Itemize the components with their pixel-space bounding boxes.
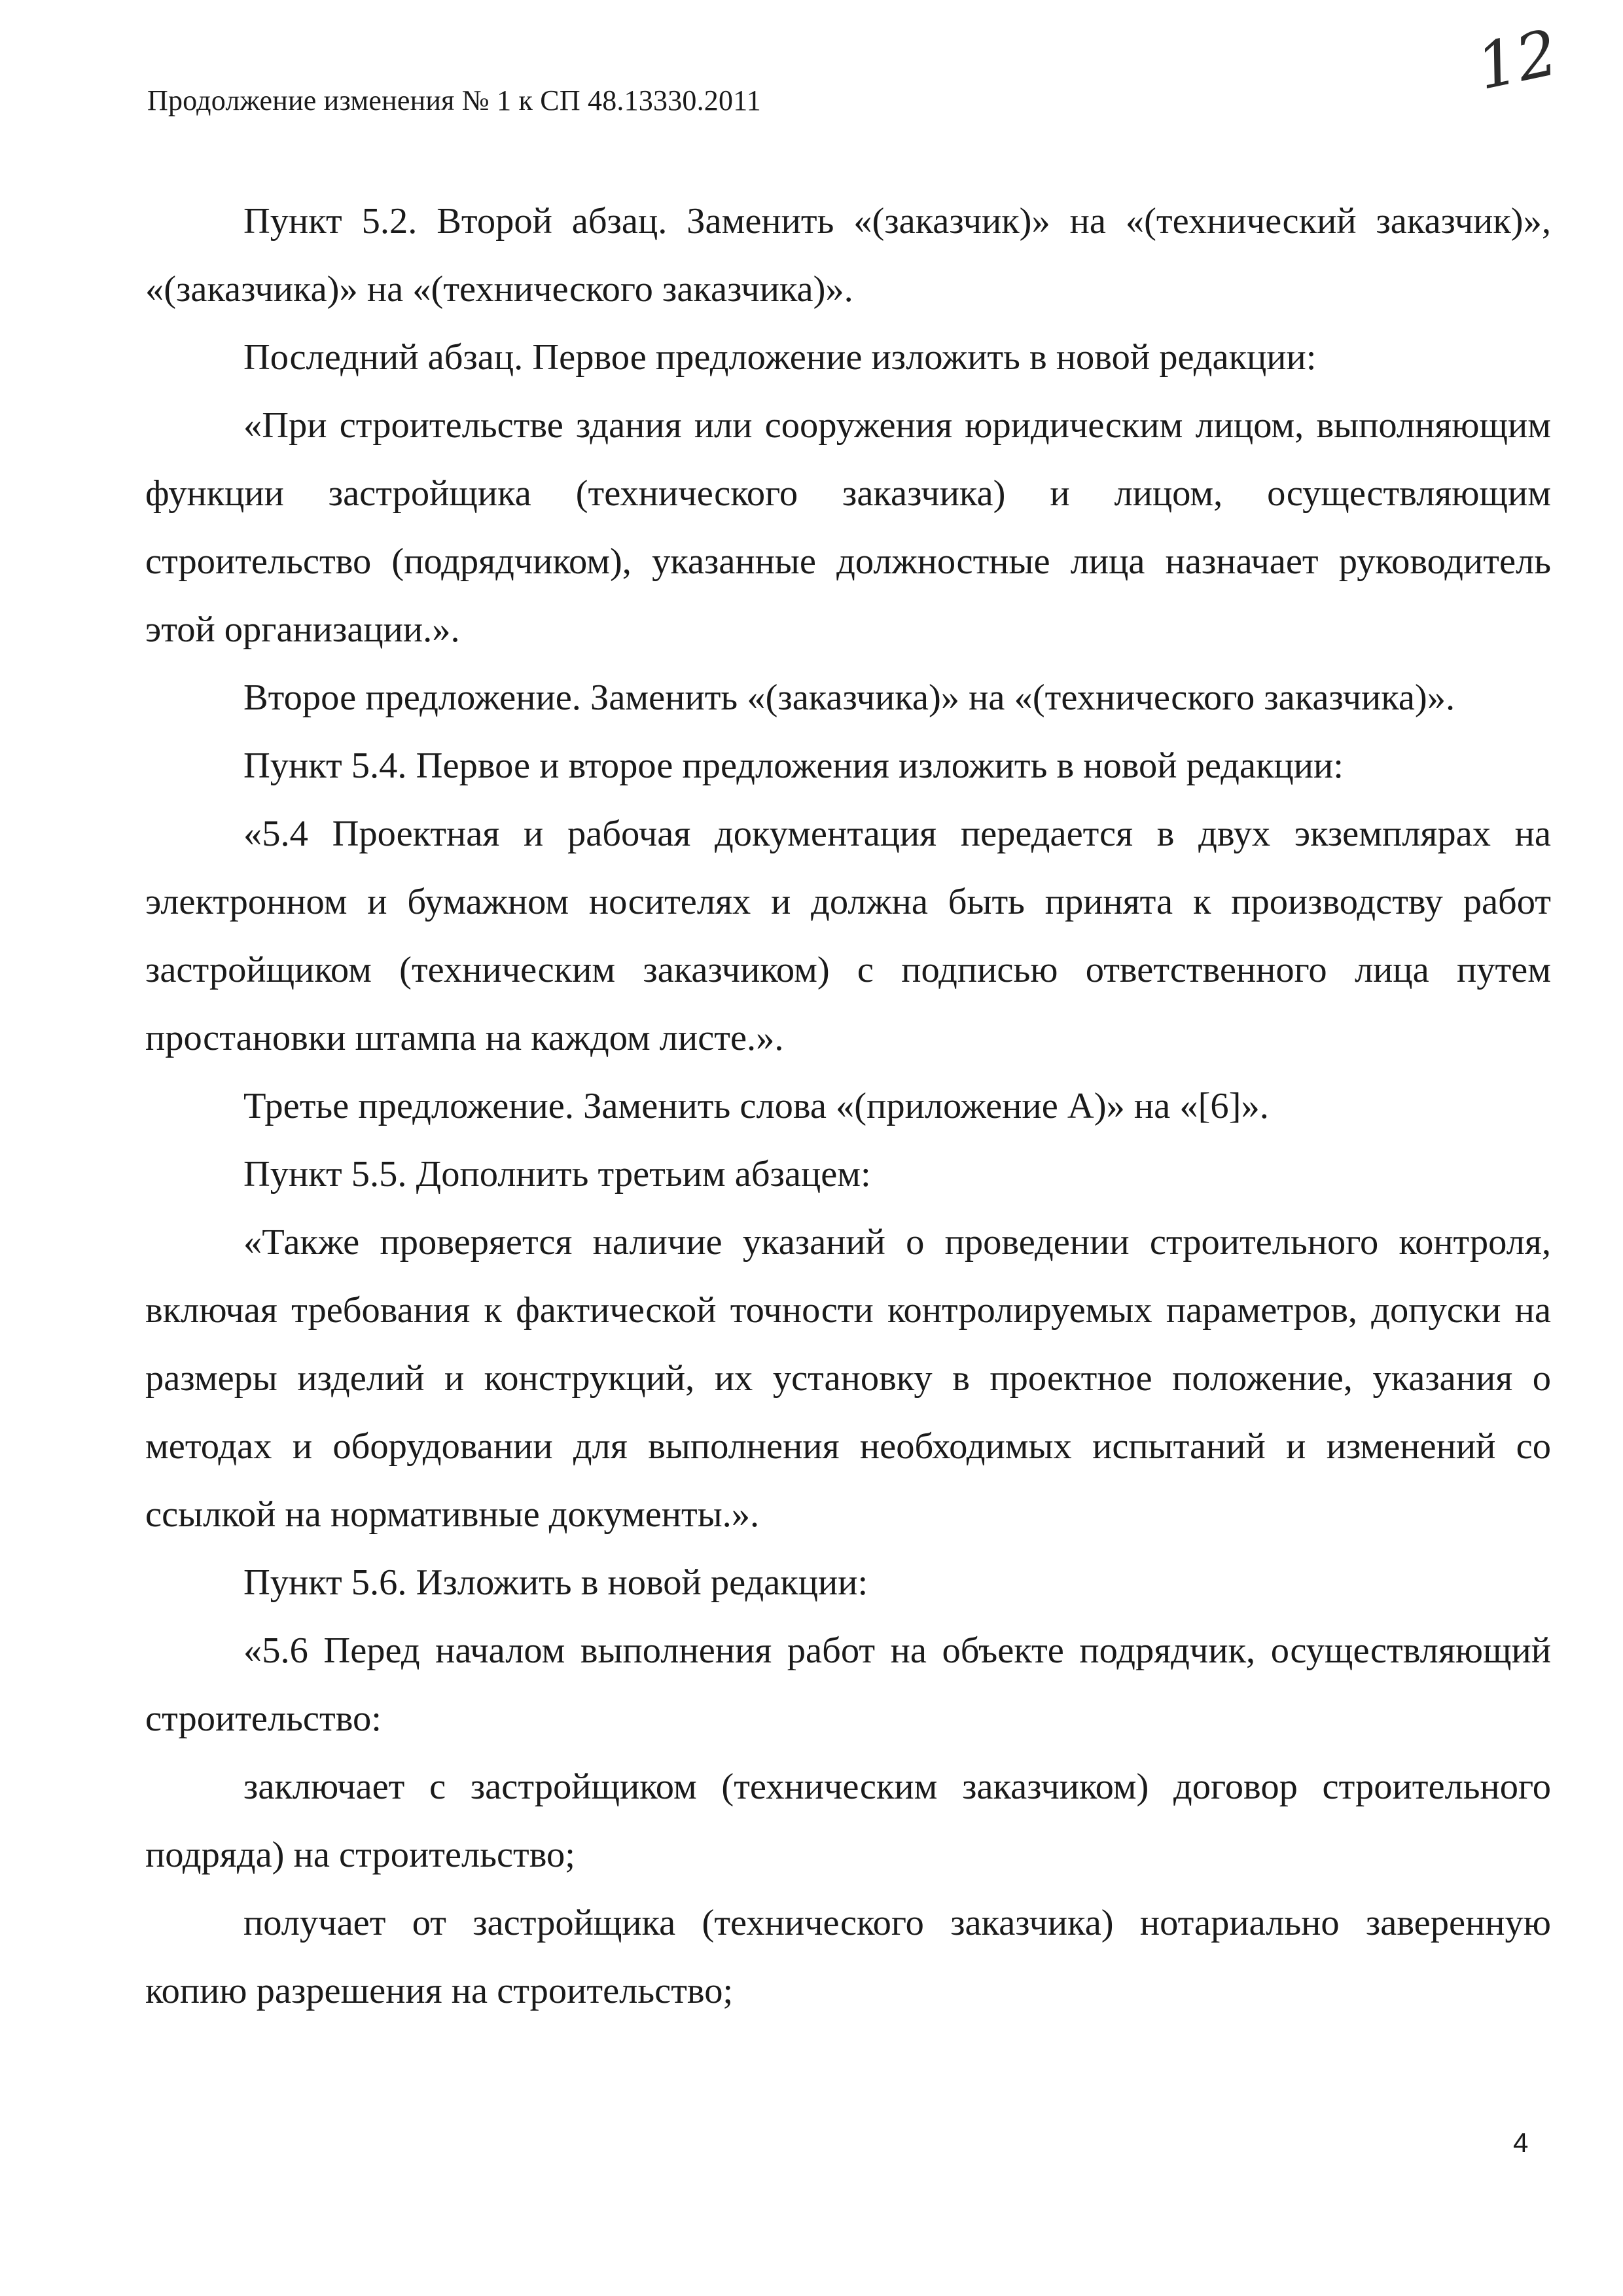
paragraph-5-4: Пункт 5.4. Первое и второе предложения изложить в новой редакции: — [243, 745, 1344, 786]
paragraph-quote-5-6: «5.6 Перед началом выполнения работ на объекте подрядчик, осуществляющий строительство: — [145, 1630, 1551, 1739]
paragraph-permit-copy: получает от застройщика (технического заказчика) нотариально заверенную копию разрешения на строительство; — [145, 1903, 1551, 2011]
paragraph-quote-5-5: «Также проверяется наличие указаний о проведении строительного контроля, включая требования к фактической точности контролируемых параметров, допуски на размеры изделий и конструкций, их установку в проектное положение, указания о методах и оборудовании для выполнения необходимых испытаний и изменений со ссылкой на нормативные документы.». — [145, 1222, 1551, 1535]
paragraph-contract: заключает с застройщиком (техническим заказчиком) договор строительного подряда) на строительство; — [145, 1767, 1551, 1875]
handwritten-sheet-number: 12 — [1470, 16, 1564, 104]
paragraph-quote-5-4: «5.4 Проектная и рабочая документация передается в двух экземплярах на электронном и бумажном носителях и должна быть принята к производству работ застройщиком (техническим заказчиком) с подписью ответственного лица путем простановки штампа на каждом листе.». — [145, 814, 1551, 1058]
paragraph-last-first-sentence: Последний абзац. Первое предложение изложить в новой редакции: — [243, 337, 1317, 378]
paragraph-second-sentence: Второе предложение. Заменить «(заказчика)» на «(технического заказчика)». — [243, 677, 1455, 718]
running-header: Продолжение изменения № 1 к СП 48.13330.2011 — [147, 84, 761, 117]
paragraph-5-6: Пункт 5.6. Изложить в новой редакции: — [243, 1562, 868, 1603]
paragraph-quote-construction: «При строительстве здания или сооружения юридическим лицом, выполняющим функции застройщика (технического заказчика) и лицом, осуществляющим строительство (подрядчиком), указанные должностные лица назначает руководитель этой организации.». — [145, 405, 1551, 650]
document-body — [145, 187, 1551, 2025]
page-number: 4 — [1513, 2127, 1529, 2158]
paragraph-5-5: Пункт 5.5. Дополнить третьим абзацем: — [243, 1154, 871, 1194]
paragraph-5-2-second: Пункт 5.2. Второй абзац. Заменить «(заказчик)» на «(технический заказчик)», «(заказчика)» на «(технического заказчика)». — [145, 201, 1551, 310]
paragraph-third-sentence: Третье предложение. Заменить слова «(приложение А)» на «[6]». — [243, 1086, 1269, 1126]
